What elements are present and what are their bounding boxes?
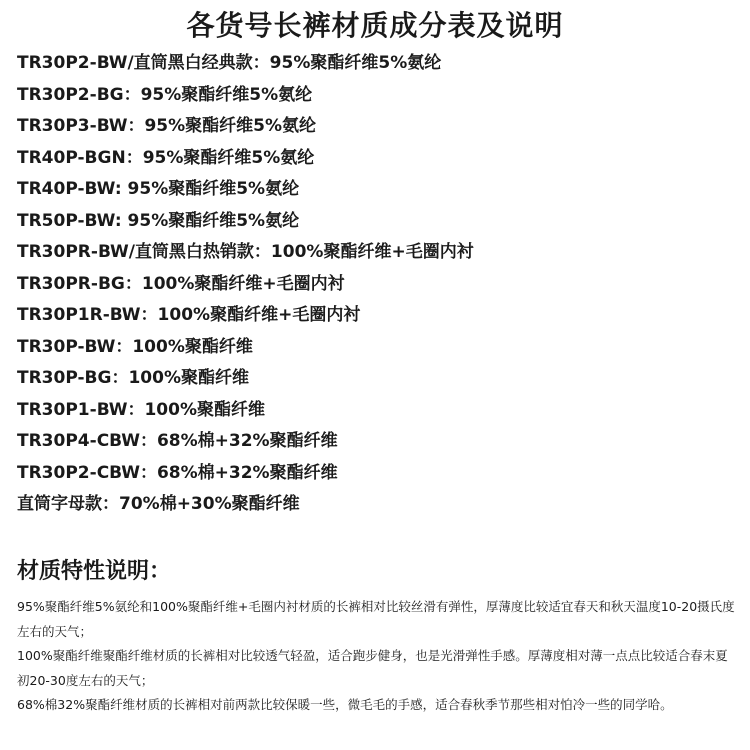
- composition-item: TR30PR-BW/直筒黑白热销款：100%聚酯纤维+毛圈内衬: [17, 242, 474, 262]
- composition-item: 直筒字母款：70%棉+30%聚酯纤维: [17, 494, 300, 514]
- composition-item: TR30P-BG：100%聚酯纤维: [17, 368, 249, 388]
- composition-item: TR30P4-CBW：68%棉+32%聚酯纤维: [17, 431, 338, 451]
- composition-item: TR30P2-BG：95%聚酯纤维5%氨纶: [17, 84, 313, 105]
- product-composition-list: [17, 48, 742, 521]
- page-title: 各货号长裤材质成分表及说明: [186, 9, 564, 42]
- composition-item: TR50P-BW: 95%聚酯纤维5%氨纶: [17, 210, 300, 231]
- composition-item: TR30P-BW：100%聚酯纤维: [17, 336, 253, 357]
- description-paragraph: 95%聚酯纤维5%氨纶和100%聚酯纤维+毛圈内衬材质的长裤相对比较丝滑有弹性，厚薄度比较适宜春天和秋天温度10-20摄氏度左右的天气；: [17, 599, 735, 639]
- composition-item: TR30PR-BG：100%聚酯纤维+毛圈内衬: [17, 273, 345, 294]
- composition-item: TR30P2-CBW：68%棉+32%聚酯纤维: [17, 462, 338, 483]
- composition-item: TR30P2-BW/直筒黑白经典款：95%聚酯纤维5%氨纶: [17, 53, 442, 73]
- material-description: [17, 595, 739, 718]
- composition-item: TR30P3-BW：95%聚酯纤维5%氨纶: [17, 116, 317, 136]
- description-paragraph: 68%棉32%聚酯纤维材质的长裤相对前两款比较保暖一些，微毛毛的手感，适合春秋季节那些相对怕冷一些的同学哈。: [17, 697, 673, 712]
- section-title: 材质特性说明：: [17, 559, 172, 584]
- composition-item: TR40P-BW: 95%聚酯纤维5%氨纶: [17, 179, 300, 199]
- composition-item: TR40P-BGN：95%聚酯纤维5%氨纶: [17, 147, 315, 168]
- composition-item: TR30P1-BW：100%聚酯纤维: [17, 399, 265, 420]
- composition-item: TR30P1R-BW：100%聚酯纤维+毛圈内衬: [17, 305, 361, 325]
- description-paragraph: 100%聚酯纤维聚酯纤维材质的长裤相对比较透气轻盈，适合跑步健身，也是光滑弹性手感。厚薄度相对薄一点点比较适合春末夏初20-30度左右的天气；: [17, 648, 728, 688]
